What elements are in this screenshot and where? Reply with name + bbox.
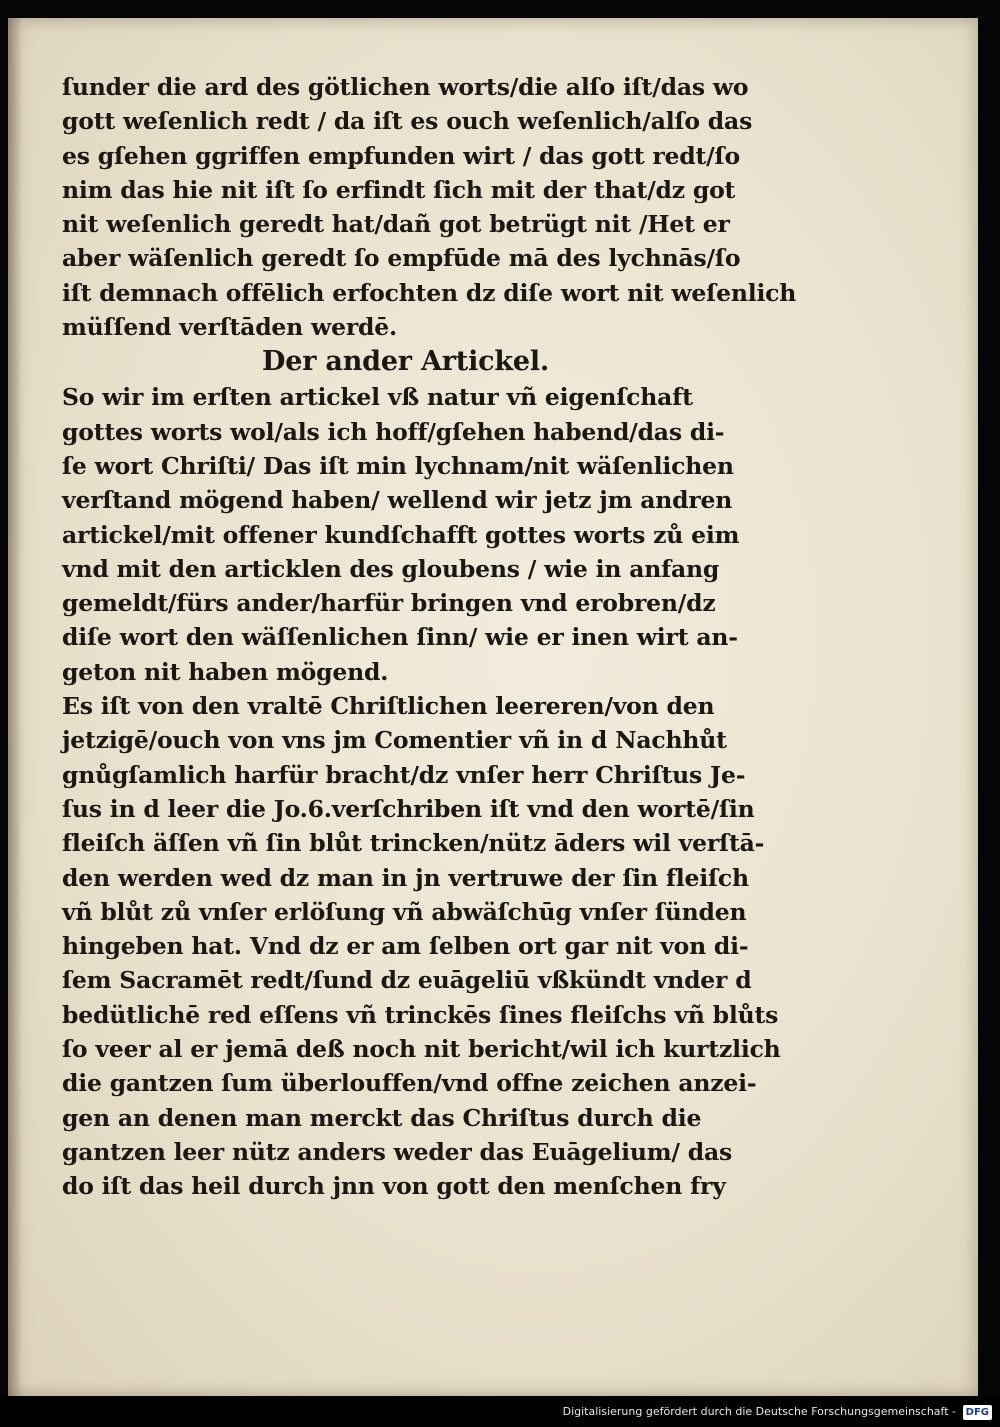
text-line: diſe wort den wäſſenlichen ſinn/ wie er inen wirt an-	[62, 623, 738, 652]
dfg-logo-icon: DFG	[963, 1405, 992, 1420]
text-line: gottes worts wol/als ich hoff/gſehen habend/das di-	[62, 417, 725, 446]
text-line: artickel/mit offener kundſchafft gottes worts zů eim	[62, 520, 740, 549]
text-line: iſt demnach offēlich erfochten dz diſe wort nit weſenlich	[62, 278, 797, 307]
text-line: So wir im erſten artickel vß natur vñ eigenſchaft	[62, 383, 693, 412]
paragraph-continuation	[62, 70, 797, 344]
text-line: verſtand mögend haben/ wellend wir jetz jm andren	[62, 486, 733, 515]
text-line: müſſend verſtāden werdē.	[62, 313, 397, 342]
text-line: gott weſenlich redt / da iſt es ouch weſenlich/alſo das	[62, 107, 753, 136]
text-line: es gſehen ggriffen empfunden wirt / das gott redt/ſo	[62, 141, 740, 170]
footer-bar	[0, 1396, 1000, 1427]
text-line: gnůgſamlich harfür bracht/dz vnſer herr Chriſtus Je-	[62, 760, 746, 789]
text-line: aber wäſenlich geredt ſo empfūde mā des lychnās/ſo	[62, 244, 741, 273]
text-line: fleiſch äſſen vñ ſin blůt trincken/nütz āders wil verſtā-	[62, 829, 765, 858]
text-line: geton nit haben mögend.	[62, 657, 389, 686]
text-line: gen an denen man merckt das Chriſtus durch die	[62, 1103, 702, 1132]
text-line: den werden wed dz man in jn vertruwe der ſin fleiſch	[62, 863, 749, 892]
text-line: die gantzen ſum überlouffen/vnd offne zeichen anzei-	[62, 1069, 757, 1098]
page-gutter-shadow	[8, 18, 22, 1396]
text-line: ſem Sacramēt redt/ſund dz euāgeliū vßkündt vnder d	[62, 966, 752, 995]
text-line: gemeldt/fürs ander/harfür bringen vnd erobren/dz	[62, 589, 716, 618]
text-line: bedütlichē red eſſens vñ trinckēs ſines fleiſchs vñ blůts	[62, 1000, 779, 1029]
text-line: hingeben hat. Vnd dz er am ſelben ort gar nit von di-	[62, 932, 749, 961]
text-line: nit weſenlich geredt hat/dañ got betrügt nit /Het er	[62, 210, 730, 239]
text-line: vnd mit den articklen des gloubens / wie in anfang	[62, 554, 720, 583]
text-line: gantzen leer nütz anders weder das Euāgelium/ das	[62, 1137, 733, 1166]
text-line: nim das hie nit iſt ſo erfindt ſich mit der that/dz got	[62, 175, 736, 204]
page-text-block	[62, 70, 797, 1204]
text-line: do iſt das heil durch jnn von gott den menſchen fry	[62, 1172, 726, 1201]
text-line: ſunder die ard des götlichen worts/die alſo iſt/das wo	[62, 73, 749, 101]
text-line: Es iſt von den vraltē Chriſtlichen leereren/von den	[62, 692, 715, 721]
paragraph-main	[62, 380, 781, 1203]
text-line: ſe wort Chriſti/ Das iſt min lychnam/nit wäſenlichen	[62, 451, 734, 480]
section-heading: Der ander Artickel.	[262, 346, 550, 378]
text-line: jetzigē/ouch von vns jm Comentier vñ in d Nachhůt	[62, 726, 727, 755]
text-line: ſus in d leer die Jo.6.verſchriben iſt vnd den wortē/ſin	[62, 794, 755, 823]
text-line: vñ blůt zů vnſer erlöſung vñ abwäſchūg vnſer ſünden	[62, 897, 747, 926]
funding-credit: Digitalisierung gefördert durch die Deutsche Forschungsgemeinschaft -	[562, 1405, 956, 1418]
text-line: ſo veer al er jemā deß noch nit bericht/wil ich kurtzlich	[62, 1035, 781, 1064]
